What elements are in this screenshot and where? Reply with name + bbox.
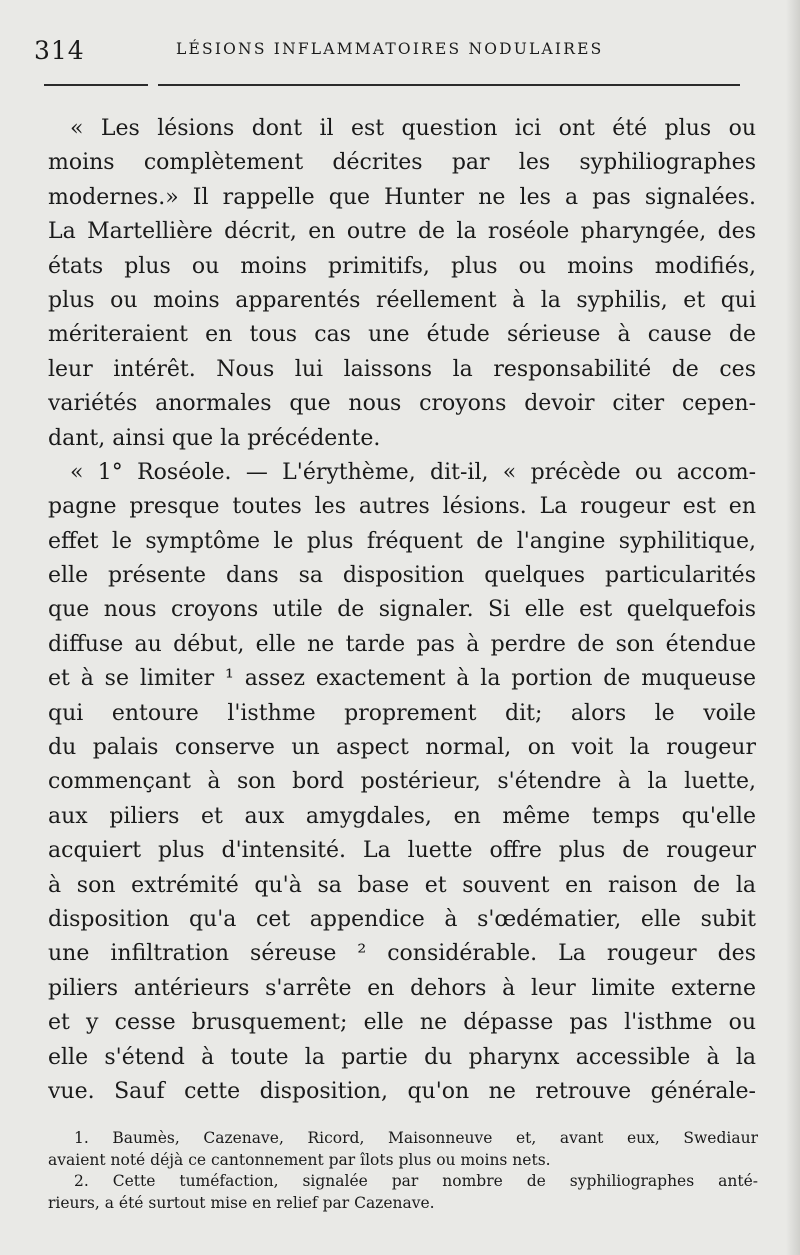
body-text-line: « Les lésions dont il est question ici ont été plus ou: [70, 116, 756, 141]
body-text-line: qui entoure l'isthme proprement dit; alors le voile: [48, 700, 756, 726]
body-text-line: diffuse au début, elle ne tarde pas à perdre de son étendue: [48, 631, 756, 657]
body-text-line: leur intérêt. Nous lui laissons la responsabilité de ces: [48, 356, 756, 382]
body-text-line: La Martellière décrit, en outre de la roséole pharyngée, des: [48, 219, 756, 245]
body-text-line: du palais conserve un aspect normal, on voit la rougeur: [48, 735, 756, 761]
body-text-line: dant, ainsi que la précédente.: [48, 425, 381, 451]
body-text-line: une infiltration séreuse ² considérable. La rougeur des: [48, 941, 756, 967]
body-text-line: pagne presque toutes les autres lésions. La rougeur est en: [48, 494, 756, 520]
body-text-line: que nous croyons utile de signaler. Si elle est quelquefois: [48, 597, 756, 623]
body-text-line: piliers antérieurs s'arrête en dehors à leur limite externe: [48, 975, 756, 1001]
body-text-line: disposition qu'a cet appendice à s'œdématier, elle subit: [48, 906, 756, 932]
body-text-line: plus ou moins apparentés réellement à la syphilis, et qui: [48, 287, 756, 313]
header-rule-left: [44, 84, 148, 86]
body-text-line: états plus ou moins primitifs, plus ou moins modifiés,: [48, 253, 756, 279]
body-text-line: et y cesse brusquement; elle ne dépasse pas l'isthme ou: [48, 1010, 756, 1036]
body-text-line: commençant à son bord postérieur, s'étendre à la luette,: [48, 769, 756, 795]
running-title: LÉSIONS INFLAMMATOIRES NODULAIRES: [176, 40, 604, 58]
footnote-line: 2. Cette tuméfaction, signalée par nombre de syphiliographes anté-: [74, 1172, 758, 1191]
body-text-line: elle s'étend à toute la partie du pharynx accessible à la: [48, 1044, 756, 1070]
body-text-line: variétés anormales que nous croyons devoir citer cepen-: [48, 391, 756, 417]
body-text: [48, 112, 756, 1109]
body-text-line: moins complètement décrites par les syphiliographes: [48, 150, 756, 176]
body-text-line: elle présente dans sa disposition quelques particularités: [48, 563, 756, 589]
footnote-line: 1. Baumès, Cazenave, Ricord, Maisonneuve et, avant eux, Swediaur: [74, 1129, 758, 1147]
body-text-line: acquiert plus d'intensité. La luette offre plus de rougeur: [48, 838, 756, 864]
footnotes: [48, 1128, 758, 1214]
footnote-line: avaient noté déjà ce cantonnement par îlots plus ou moins nets.: [48, 1150, 551, 1169]
page-header: [34, 36, 754, 70]
body-text-line: « 1° Roséole. — L'érythème, dit-il, « précède ou accom-: [70, 459, 756, 485]
page-edge-shadow: [786, 0, 800, 1255]
body-text-line: et à se limiter ¹ assez exactement à la portion de muqueuse: [48, 666, 756, 692]
body-text-line: mériteraient en tous cas une étude sérieuse à cause de: [48, 322, 756, 348]
body-text-line: vue. Sauf cette disposition, qu'on ne retrouve générale-: [48, 1078, 756, 1104]
body-text-line: à son extrémité qu'à sa base et souvent en raison de la: [48, 872, 756, 898]
body-text-line: aux piliers et aux amygdales, en même temps qu'elle: [48, 803, 756, 829]
page-number: 314: [34, 36, 85, 65]
body-text-line: modernes.» Il rappelle que Hunter ne les a pas signalées.: [48, 184, 756, 210]
body-text-line: effet le symptôme le plus fréquent de l'angine syphilitique,: [48, 528, 756, 554]
footnote-line: rieurs, a été surtout mise en relief par Cazenave.: [48, 1193, 435, 1212]
header-rule-right: [158, 84, 740, 86]
